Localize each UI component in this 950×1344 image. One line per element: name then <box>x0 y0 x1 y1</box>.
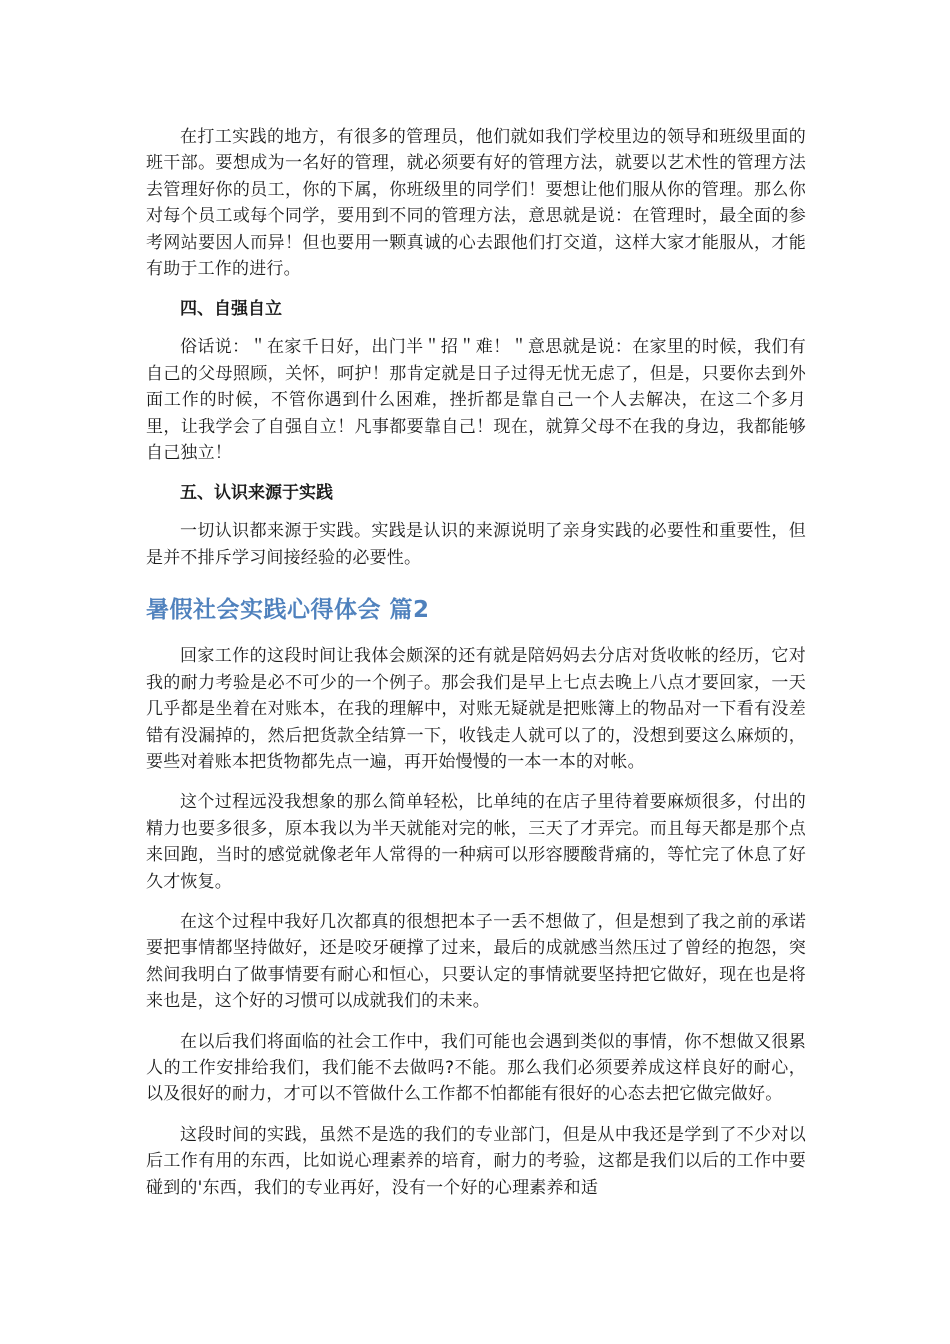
paragraph-self-reliance: 俗话说：＂在家千日好，出门半＂招＂难！＂意思就是说：在家里的时候，我们有自己的父母照顾，关怀，呵护！那肯定就是日子过得无忧无虑了，但是，只要你去到外面工作的时候，不管你遇到什么困难，挫折都是靠自己一个人去解决，在这二个多月里，让我学会了自强自立！凡事都要靠自己！现在，就算父母不在我的身边，我都能够自己独立！ <box>146 337 806 464</box>
section-paragraph: 回家工作的这段时间让我体会颇深的还有就是陪妈妈去分店对货收帐的经历，它对我的耐力考验是必不可少的一个例子。那会我们是早上七点去晚上八点才要回家，一天几乎都是坐着在对账本，在我的理解中，对账无疑就是把账簿上的物品对一下看有没差错有没漏掉的，然后把货款全结算一下，收钱走人就可以了的，没想到要这么麻烦的，要些对着账本把货物都先点一遍，再开始慢慢的一本一本的对帐。 <box>146 646 806 772</box>
intro-paragraph: 在打工实践的地方，有很多的管理员，他们就如我们学校里边的领导和班级里面的班干部。要想成为一名好的管理，就必须要有好的管理方法，就要以艺术性的管理方法去管理好你的员工，你的下属，你班级里的同学们！要想让他们服从你的管理。那么你对每个员工或每个同学，要用到不同的管理方法，意思就是说：在管理时，最全面的参考网站要因人而异！但也要用一颗真诚的心去跟他们打交道，这样大家才能服从，才能有助于工作的进行。 <box>146 127 806 280</box>
document-body <box>146 124 806 1215</box>
heading-knowledge-from-practice: 五、认识来源于实践 <box>180 483 333 504</box>
section-paragraph: 这个过程远没我想象的那么简单轻松，比单纯的在店子里待着要麻烦很多，付出的精力也要多很多，原本我以为半天就能对完的帐，三天了才弄完。而且每天都是那个点来回跑，当时的感觉就像老年人常得的一种病可以形容腰酸背痛的，等忙完了休息了好久才恢复。 <box>146 792 806 892</box>
section-paragraph: 这段时间的实践，虽然不是选的我们的专业部门，但是从中我还是学到了不少对以后工作有用的东西，比如说心理素养的培育，耐力的考验，这都是我们以后的工作中要碰到的'东西，我们的专业再好，没有一个好的心理素养和适 <box>146 1124 806 1198</box>
paragraph-knowledge-from-practice: 一切认识都来源于实践。实践是认识的来源说明了亲身实践的必要性和重要性，但是并不排斥学习间接经验的必要性。 <box>146 521 806 568</box>
section-paragraph: 在以后我们将面临的社会工作中，我们可能也会遇到类似的事情，你不想做又很累人的工作安排给我们，我们能不去做吗?不能。那么我们必须要养成这样良好的耐心，以及很好的耐力，才可以不管做什么工作都不怕都能有很好的心态去把它做完做好。 <box>146 1031 806 1105</box>
section-title: 暑假社会实践心得体会 篇2 <box>146 597 430 624</box>
heading-self-reliance: 四、自强自立 <box>180 299 282 320</box>
section-paragraph: 在这个过程中我好几次都真的很想把本子一丢不想做了，但是想到了我之前的承诺要把事情都坚持做好，还是咬牙硬撑了过来，最后的成就感当然压过了曾经的抱怨，突然间我明白了做事情要有耐心和恒心，只要认定的事情就要坚持把它做好，现在也是将来也是，这个好的习惯可以成就我们的未来。 <box>146 911 806 1012</box>
